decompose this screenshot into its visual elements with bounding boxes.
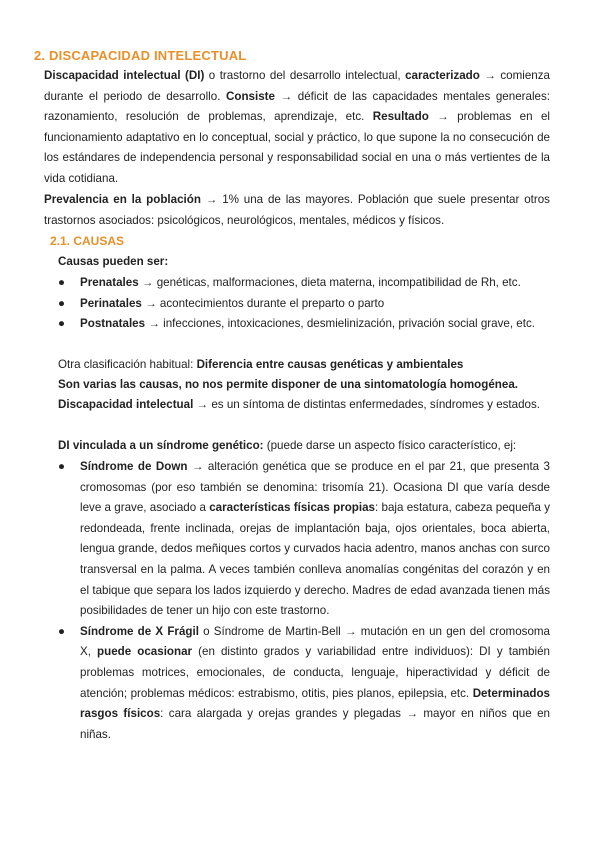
list-item: ● Prenatales → genéticas, malformaciones, dieta materna, incompatibilidad de Rh, etc.: [58, 273, 550, 294]
bullet-icon: ●: [58, 317, 66, 331]
intro-paragraph: Discapacidad intelectual (DI) o trastorno del desarrollo intelectual, caracterizado → comienza durante el periodo de desarrollo. Consiste → déficit de las capacidades mentales generales: razonamiento, resolución de problemas, aprendizaje, etc. Resultado → problemas en el funcionamiento adaptativo en lo conceptual, social y práctico, lo que supone la no consecución de los estándares de independencia personal y responsabilidad social en una o más vertientes de la vida cotidiana.: [44, 69, 551, 185]
several-causes: Son varias las causas, no nos permite disponer de una sintomatología homogénea.: [58, 378, 518, 391]
bullet-icon: ●: [58, 276, 66, 289]
list-item: ● Síndrome de Down → alteración genética que se produce en el par 21, que presenta 3 cromosomas (por eso también se denomina: trisomía 21). Ocasiona DI que varía desde leve a grave, asociado a características físicas propias: baja estatura, cabeza pequeña y redondeada, frente inclinada, orejas de implantación baja, ojos orientales, boca abierta, lengua grande, dedos meñiques cortos y curvados hacia adentro, manos anchas con surco transversal en la palma. A veces también conlleva anomalías congénitas del corazón y en el tabique que separa los lados izquierdo y derecho. Madres de edad avanzada tienen más posibilidades de tener un hijo con este trastorno.: [58, 457, 550, 622]
bullet-icon: ●: [58, 296, 66, 310]
genetic-lead: DI vinculada a un síndrome genético: (puede darse un aspecto físico característico, ej:: [58, 439, 517, 452]
di-symptom-paragraph: Discapacidad intelectual → es un síntoma de distintas enfermedades, síndromes y estados.: [58, 398, 541, 411]
causes-lead: Causas pueden ser:: [58, 255, 169, 268]
prevalence-paragraph: Prevalencia en la población → 1% una de las mayores. Población que suele presentar otros trastornos asociados: psicológicos, neurológicos, mentales, médicos y físicos.: [44, 193, 550, 227]
term-di: Discapacidad intelectual (DI): [44, 69, 205, 82]
causes-list: [58, 273, 550, 335]
subsection-heading: 2.1. CAUSAS: [50, 234, 125, 248]
bullet-icon: ●: [58, 460, 66, 473]
list-item: ● Síndrome de X Frágil o Síndrome de Martin-Bell → mutación en un gen del cromosoma X, puede ocasionar (en distinto grados y variabilidad entre individuos): DI y también problemas motrices, emocionales, de conducta, lenguaje, hiperactividad y déficit de atención; problemas médicos: estrabismo, otitis, pies planos, epilepsia, etc. Determinados rasgos físicos: cara alargada y orejas grandes y plegadas → mayor en niños que en niñas.: [58, 622, 550, 746]
bullet-icon: ●: [58, 624, 66, 638]
section-heading: 2. DISCAPACIDAD INTELECTUAL: [34, 48, 247, 63]
list-item: ● Postnatales → infecciones, intoxicaciones, desmielinización, privación social grave, etc.: [58, 314, 550, 335]
list-item: ● Perinatales → acontecimientos durante el preparto o parto: [58, 294, 550, 315]
syndromes-list: [58, 457, 550, 745]
other-classification: Otra clasificación habitual: Diferencia entre causas genéticas y ambientales: [58, 358, 464, 371]
